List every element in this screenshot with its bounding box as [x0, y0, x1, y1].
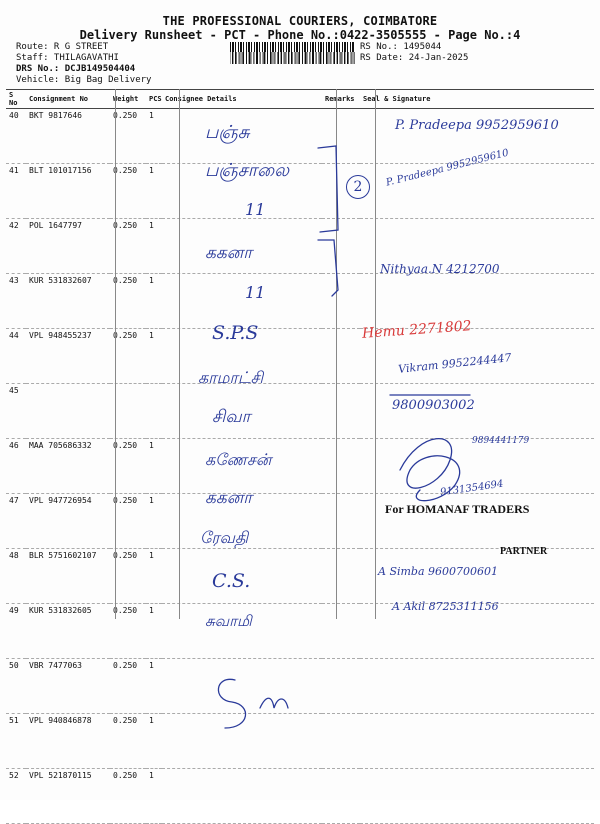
weight-value: 0.250	[110, 109, 146, 164]
serial-number: 42	[6, 219, 26, 274]
signature: Hemu 2271802	[361, 318, 473, 342]
consignment-number: VBR 7477063	[26, 659, 110, 714]
pcs-value: 1	[146, 604, 162, 659]
signature: Nithyaa.N 4212700	[380, 262, 500, 276]
column-header: Consignee Details	[162, 90, 322, 109]
weight-value: 0.250	[110, 769, 146, 824]
runsheet-subtitle: Delivery Runsheet - PCT - Phone No.:0422-3505555 - Page No.:4	[79, 28, 521, 42]
bracket-stroke	[318, 146, 338, 232]
stamp-role: PARTNER	[500, 546, 548, 557]
consignment-number: VPL 521870115	[26, 769, 110, 824]
serial-number: 49	[6, 604, 26, 659]
consignment-number: BLT 101017156	[26, 164, 110, 219]
bottom-signature	[218, 672, 220, 673]
remarks-circle: 2	[346, 175, 370, 199]
handwritten-consignee: ககனா	[205, 488, 253, 508]
scribble-stroke	[400, 439, 460, 501]
signature: P. Pradeepa 9952959610	[395, 118, 559, 133]
serial-number: 44	[6, 329, 26, 384]
signature: A Simba 9600700601	[378, 565, 499, 578]
pcs-value: 1	[146, 439, 162, 494]
bracket-stroke	[318, 240, 338, 296]
handwritten-consignee: பஞ்சு	[205, 122, 250, 143]
pcs-value: 1	[146, 219, 162, 274]
pcs-value: 1	[146, 494, 162, 549]
handwritten-consignee: 11	[245, 283, 266, 302]
weight-value: 0.250	[110, 164, 146, 219]
pcs-value: 1	[146, 274, 162, 329]
handwritten-consignee: S.P.S	[212, 322, 259, 344]
weight-value: 0.250	[110, 329, 146, 384]
pcs-value: 1	[146, 714, 162, 769]
signature: 9800903002	[392, 398, 475, 413]
pcs-value: 1	[146, 769, 162, 824]
signature: Vikram 9952244447	[397, 351, 513, 376]
consignment-number: BKT 9817646	[26, 109, 110, 164]
consignment-number: KUR 531832607	[26, 274, 110, 329]
column-header: PCS	[146, 90, 162, 109]
pcs-value: 1	[146, 329, 162, 384]
pcs-value: 1	[146, 164, 162, 219]
handwritten-consignee: சுவாமி	[205, 612, 252, 630]
weight-value: 0.250	[110, 494, 146, 549]
weight-value: 0.250	[110, 219, 146, 274]
consignment-number: MAA 705686332	[26, 439, 110, 494]
column-header: Consignment No	[26, 90, 110, 109]
serial-number: 43	[6, 274, 26, 329]
column-header: Remarks	[322, 90, 360, 109]
serial-number: 47	[6, 494, 26, 549]
bottom-signature-stroke	[218, 679, 245, 728]
consignment-number: KUR 531832605	[26, 604, 110, 659]
handwritten-consignee: கணேசன்	[205, 450, 272, 469]
signature: 9131354694	[439, 478, 505, 499]
weight-value: 0.250	[110, 659, 146, 714]
vehicle-label: Vehicle: Big Bag Delivery	[16, 75, 152, 85]
weight-value: 0.250	[110, 274, 146, 329]
signature: 9894441179	[472, 436, 530, 446]
column-header: Weight	[110, 90, 146, 109]
consignment-number: VPL 948455237	[26, 329, 110, 384]
handwritten-consignee: ரேவதி	[200, 528, 249, 547]
serial-number: 50	[6, 659, 26, 714]
drs-number: DRS No.: DCJB149504404	[16, 64, 136, 74]
serial-number: 51	[6, 714, 26, 769]
serial-number: 41	[6, 164, 26, 219]
serial-number: 40	[6, 109, 26, 164]
handwritten-consignee: C.S.	[212, 570, 251, 592]
weight-value: 0.250	[110, 439, 146, 494]
company-stamp: For HOMANAF TRADERS	[385, 502, 530, 516]
pcs-value: 1	[146, 549, 162, 604]
consignment-number: BLR 5751602107	[26, 549, 110, 604]
column-header: S No	[6, 90, 26, 109]
serial-number: 46	[6, 439, 26, 494]
rs-number: RS No.: 1495044	[360, 42, 442, 52]
handwritten-consignee: ககனா	[205, 243, 253, 263]
serial-number: 45	[6, 384, 26, 439]
bottom-signature-stroke	[260, 698, 288, 708]
signature: P. Pradeepa 9952959610	[385, 147, 510, 189]
weight-value: 0.250	[110, 549, 146, 604]
handwritten-consignee: காமாட்சி	[198, 368, 264, 387]
consignment-number: VPL 940846878	[26, 714, 110, 769]
rs-date: RS Date: 24-Jan-2025	[360, 53, 469, 63]
handwritten-consignee: பஞ்சாலை	[205, 160, 290, 181]
pcs-value: 1	[146, 659, 162, 714]
pcs-value: 1	[146, 109, 162, 164]
serial-number: 48	[6, 549, 26, 604]
consignment-number: VPL 947726954	[26, 494, 110, 549]
serial-number: 52	[6, 769, 26, 824]
weight-value: 0.250	[110, 714, 146, 769]
signature: A Akil 8725311156	[392, 600, 499, 613]
route-label: Route: R G STREET	[16, 42, 109, 52]
staff-label: Staff: THILAGAVATHI	[16, 53, 119, 63]
column-header: Seal & Signature	[360, 90, 594, 109]
consignment-number: POL 1647797	[26, 219, 110, 274]
handwritten-consignee: 11	[245, 200, 266, 219]
handwritten-consignee: சிவா	[212, 407, 251, 427]
company-title: THE PROFESSIONAL COURIERS, COIMBATORE	[162, 14, 438, 28]
weight-value: 0.250	[110, 604, 146, 659]
